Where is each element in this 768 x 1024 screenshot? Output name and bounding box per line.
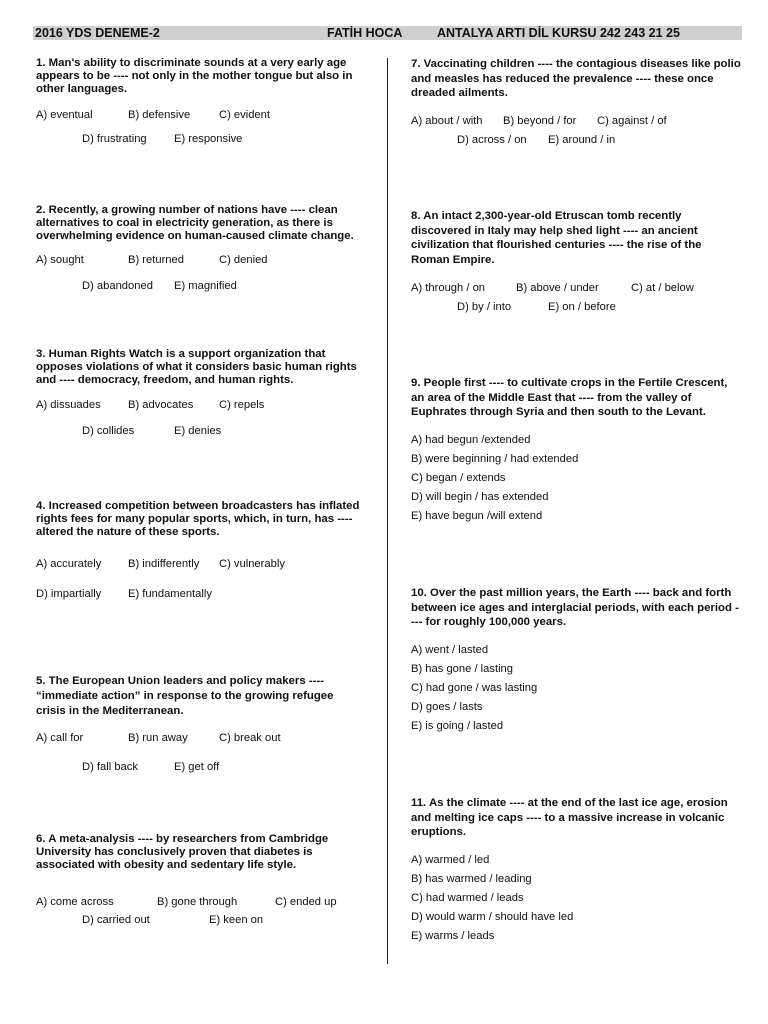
question-3-option-e[interactable]: E) denies [174,425,222,437]
question-2-option-d[interactable]: D) abandoned [82,280,153,292]
question-11-option-d[interactable]: D) would warm / should have led [411,911,574,923]
question-8-option-a[interactable]: A) through / on [411,282,486,294]
school-info: ANTALYA ARTI DİL KURSU 242 243 21 25 [437,26,680,40]
question-6-option-d[interactable]: D) carried out [82,914,150,926]
column-divider [387,58,388,964]
question-8-stem: 8. An intact 2,300-year-old Etruscan tomb recently discovered in Italy may help shed light ---- an ancient civilization that flourished centuries ---- the rise of the Roman Empire. [411,210,702,266]
question-6-option-b[interactable]: B) gone through [157,896,238,908]
question-9-option-b[interactable]: B) were beginning / had extended [411,453,579,465]
question-11-stem: 11. As the climate ---- at the end of the last ice age, erosion and melting ice caps ---- to a massive increase in volcanic eruptions. [411,797,728,838]
question-5-option-d[interactable]: D) fall back [82,761,138,773]
question-5-option-b[interactable]: B) run away [128,732,188,744]
question-10-option-e[interactable]: E) is going / lasted [411,720,504,732]
question-2-option-c[interactable]: C) denied [219,254,268,266]
question-10-option-d[interactable]: D) goes / lasts [411,701,483,713]
question-3-stem: 3. Human Rights Watch is a support organization that opposes violations of what it considers basic human rights and ---- democracy, freedom, and human rights. [36,348,357,386]
question-11-option-a[interactable]: A) warmed / led [411,854,490,866]
question-4-stem: 4. Increased competition between broadcasters has inflated rights fees for many popular sports, which, in turn, has ---- altered the nature of these sports. [36,500,360,538]
question-8-option-d[interactable]: D) by / into [457,301,512,313]
question-7-option-b[interactable]: B) beyond / for [503,115,577,127]
question-2-option-b[interactable]: B) returned [128,254,184,266]
question-3-option-c[interactable]: C) repels [219,399,265,411]
question-2-option-a[interactable]: A) sought [36,254,84,266]
question-9-option-c[interactable]: C) began / extends [411,472,506,484]
question-2-stem: 2. Recently, a growing number of nations have ---- clean alternatives to coal in electricity generation, as there is overwhelming evidence on human-caused climate change. [36,204,354,242]
question-3-option-b[interactable]: B) advocates [128,399,194,411]
question-9-stem: 9. People first ---- to cultivate crops in the Fertile Crescent, an area of the Middle East that ---- from the valley of Euphrates through Syria and then south to the Levant. [411,377,728,418]
question-7-option-e[interactable]: E) around / in [548,134,616,146]
question-10-stem: 10. Over the past million years, the Earth ---- back and forth between ice ages and interglacial periods, with each period ---- for roughly 100,000 years. [411,587,739,628]
question-8-option-b[interactable]: B) above / under [516,282,599,294]
question-9-option-e[interactable]: E) have begun /will extend [411,510,543,522]
question-11-option-e[interactable]: E) warms / leads [411,930,495,942]
question-7-stem: 7. Vaccinating children ---- the contagious diseases like polio and measles has reduced the prevalence ---- these once dreaded ailments. [411,58,741,99]
question-10-option-b[interactable]: B) has gone / lasting [411,663,513,675]
question-5-option-e[interactable]: E) get off [174,761,220,773]
question-7-option-c[interactable]: C) against / of [597,115,667,127]
question-10-option-c[interactable]: C) had gone / was lasting [411,682,538,694]
question-4-option-b[interactable]: B) indifferently [128,558,200,570]
question-7-option-d[interactable]: D) across / on [457,134,527,146]
question-1-option-e[interactable]: E) responsive [174,133,243,145]
exam-title: 2016 YDS DENEME-2 [35,26,160,40]
question-2-option-e[interactable]: E) magnified [174,280,237,292]
question-4-option-c[interactable]: C) vulnerably [219,558,285,570]
question-8-option-c[interactable]: C) at / below [631,282,694,294]
question-11-option-b[interactable]: B) has warmed / leading [411,873,532,885]
question-1-option-c[interactable]: C) evident [219,109,270,121]
question-1-option-b[interactable]: B) defensive [128,109,191,121]
question-6-option-a[interactable]: A) come across [36,896,114,908]
page-header [33,26,742,40]
question-4-option-a[interactable]: A) accurately [36,558,102,570]
question-3-option-d[interactable]: D) collides [82,425,135,437]
question-4-option-d[interactable]: D) impartially [36,588,102,600]
question-5-option-c[interactable]: C) break out [219,732,281,744]
question-3-option-a[interactable]: A) dissuades [36,399,101,411]
question-11-option-c[interactable]: C) had warmed / leads [411,892,524,904]
question-1-option-d[interactable]: D) frustrating [82,133,147,145]
question-8-option-e[interactable]: E) on / before [548,301,616,313]
question-6-option-c[interactable]: C) ended up [275,896,337,908]
question-1-option-a[interactable]: A) eventual [36,109,93,121]
question-5-stem: 5. The European Union leaders and policy makers ---- “immediate action” in response to the growing refugee crisis in the Mediterranean. [36,675,334,717]
question-4-option-e[interactable]: E) fundamentally [128,588,212,600]
teacher-name: FATİH HOCA [327,26,403,40]
question-10-option-a[interactable]: A) went / lasted [411,644,489,656]
question-6-stem: 6. A meta-analysis ---- by researchers from Cambridge University has conclusively proven that diabetes is associated with obesity and sedentary life style. [36,833,329,871]
question-5-option-a[interactable]: A) call for [36,732,84,744]
question-1-stem: 1. Man's ability to discriminate sounds at a very early age appears to be ---- not only in the mother tongue but also in other languages. [36,57,353,95]
question-9-option-d[interactable]: D) will begin / has extended [411,491,549,503]
question-9-option-a[interactable]: A) had begun /extended [411,434,531,446]
question-6-option-e[interactable]: E) keen on [209,914,264,926]
question-7-option-a[interactable]: A) about / with [411,115,483,127]
